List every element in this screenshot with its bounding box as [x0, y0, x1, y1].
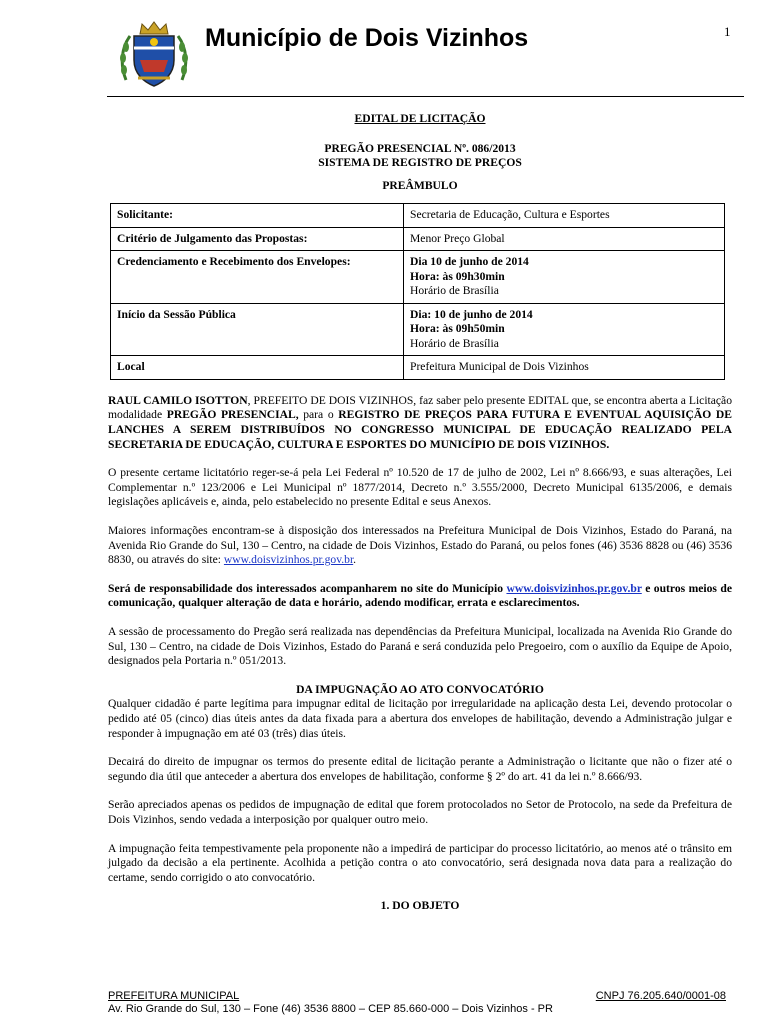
- credenciamento-dia: Dia 10 de junho de 2014: [410, 255, 529, 269]
- sistema-heading: SISTEMA DE REGISTRO DE PREÇOS: [318, 156, 522, 170]
- local-label: Local: [111, 356, 404, 380]
- edital-heading: EDITAL DE LICITAÇÃO: [354, 112, 486, 125]
- table-row: [111, 204, 725, 228]
- paragraph-legislacao: O presente certame licitatório reger-se-á pela Lei Federal nº 10.520 de 17 de julho de 2002, Lei nº 8.666/93, e suas alterações, Lei Complementar n.º 123/2006 e Lei Municipal nº 1877/2014, Decreto n.º 3.555/2000, Decreto Municipal 6135/2006, e demais legislações aplicáveis e, ainda, pelo estabelecido no presente Edital e seus Anexos.: [108, 466, 732, 509]
- pregao-heading: PREGÃO PRESENCIAL Nº. 086/2013: [324, 141, 516, 155]
- paragraph-text: Será de responsabilidade dos interessados acompanharem no site do Município: [108, 581, 507, 595]
- table-row: [111, 227, 725, 251]
- page-number: 1: [724, 24, 731, 39]
- paragraph-impugnacao-1: Qualquer cidadão é parte legítima para impugnar edital de licitação por irregularidade na aplicação desta Lei, devendo protocolar o pedido até 05 (cinco) dias úteis antes da data fixada para a abertura dos envelopes de habilitação, devendo a Administração julgar e responder à impugnação em até 03 (três) dias úteis.: [108, 697, 732, 740]
- edital-info-table: [110, 203, 725, 380]
- paragraph-impugnacao-2: Decairá do direito de impugnar os termos do presente edital de licitação perante a Administração o licitante que não o fizer até o segundo dia útil que anteceder a abertura dos envelopes de habilitação, conforme § 2º do art. 41 da lei n.º 8.666/93.: [108, 755, 732, 783]
- inicio-hora: Hora: às 09h50min: [410, 322, 505, 336]
- paragraph-text: , PREFEITO DE DOIS VIZINHOS, faz saber pelo presente EDITAL que, se encontra aberta a Licitação modalidade: [108, 393, 732, 422]
- criterio-value: Menor Preço Global: [404, 227, 725, 251]
- header-divider: [107, 96, 744, 97]
- footer-prefeitura: PREFEITURA MUNICIPAL: [108, 990, 240, 1002]
- footer-address: Av. Rio Grande do Sul, 130 – Fone (46) 3536 8800 – CEP 85.660-000 – Dois Vizinhos - PR: [108, 1003, 553, 1015]
- paragraph-text: e outros meios de comunicação, qualquer alteração de data e horário, adendo modificar, errata e esclarecimentos.: [108, 581, 732, 610]
- solicitante-value: Secretaria de Educação, Cultura e Esportes: [404, 204, 725, 228]
- paragraph-responsabilidade: [108, 582, 732, 611]
- preambulo-heading: PREÂMBULO: [382, 178, 458, 192]
- table-row: [111, 251, 725, 304]
- objeto-text: REGISTRO DE PREÇOS PARA FUTURA E EVENTUAL AQUISIÇÃO DE LANCHES A SEREM DISTRIBUÍDOS NO CONGRESSO MUNICIPAL DE EDUCAÇÃO REALIZADO PELA SECRETARIA DE EDUCAÇÃO, CULTURA E ESPORTES DO MUNICÍPIO DE DOIS VIZINHOS.: [108, 408, 733, 451]
- paragraph-text: Maiores informações encontram-se à disposição dos interessados na Prefeitura Municipal de Dois Vizinhos, Estado do Paraná, na Avenida Rio Grande do Sul, 130 – Centro, na cidade de Dois Vizinhos, Estado do Paraná, ou pelos fones (46) 3536 8828 ou (46) 3536 8830, ou através do site:: [108, 524, 732, 567]
- paragraph-impugnacao-3: Serão apreciados apenas os pedidos de impugnação de edital que forem protocolados no Setor de Protocolo, na sede da Prefeitura de Dois Vizinhos, sendo vedada a interposição por qualquer outro meio.: [108, 798, 732, 826]
- paragraph-informacoes: [108, 524, 732, 568]
- local-value: Prefeitura Municipal de Dois Vizinhos: [404, 356, 725, 380]
- document-body: [108, 110, 732, 914]
- paragraph-text: para o: [298, 408, 339, 422]
- inicio-value: [404, 303, 725, 356]
- paragraph-text: .: [353, 553, 357, 567]
- prefeito-name: RAUL CAMILO ISOTTON: [108, 393, 248, 407]
- criterio-label: Critério de Julgamento das Propostas:: [111, 227, 404, 251]
- solicitante-label: Solicitante:: [111, 204, 404, 228]
- site-link[interactable]: www.doisvizinhos.pr.gov.br: [223, 553, 354, 567]
- paragraph-impugnacao-4: A impugnação feita tempestivamente pela proponente não a impedirá de participar do processo licitatório, ao menos até o trânsito em julgado da decisão a ela pertinente. Acolhida a petição contra o ato convocatório, será designada nova data para a realização do certame, sendo corrigido o ato convocatório.: [108, 841, 732, 884]
- section-objeto-title: 1. DO OBJETO: [380, 899, 460, 913]
- paragraph-preambulo: [108, 394, 732, 452]
- inicio-horario: Horário de Brasília: [410, 336, 499, 350]
- credenciamento-hora: Hora: às 09h30min: [410, 269, 505, 283]
- credenciamento-value: [404, 251, 725, 304]
- site-link[interactable]: www.doisvizinhos.pr.gov.br: [506, 581, 642, 595]
- footer-cnpj: CNPJ 76.205.640/0001-08: [595, 990, 726, 1002]
- table-row: [111, 303, 725, 356]
- footer-row: [108, 990, 726, 1003]
- table-row: [111, 356, 725, 380]
- inicio-dia: Dia: 10 de junho de 2014: [410, 307, 533, 321]
- inicio-label: Início da Sessão Pública: [111, 303, 404, 356]
- section-impugnacao-title: DA IMPUGNAÇÃO AO ATO CONVOCATÓRIO: [296, 682, 544, 696]
- municipality-title: Município de Dois Vizinhos: [205, 24, 529, 52]
- credenciamento-horario: Horário de Brasília: [410, 284, 499, 298]
- page-header: [0, 0, 770, 100]
- modalidade-text: PREGÃO PRESENCIAL,: [166, 408, 299, 422]
- municipal-crest-icon: [118, 20, 190, 90]
- credenciamento-label: Credenciamento e Recebimento dos Envelopes:: [111, 251, 404, 304]
- paragraph-sessao: A sessão de processamento do Pregão será realizada nas dependências da Prefeitura Municipal, localizada na Avenida Rio Grande do Sul, 130 – Centro, na cidade de Dois Vizinhos, Estado do Paraná e será conduzida pelo Pregoeiro, com o auxílio da Equipe de Apoio, designados pela Portaria n.º 051/2013.: [108, 625, 732, 668]
- page-footer: [108, 990, 726, 1016]
